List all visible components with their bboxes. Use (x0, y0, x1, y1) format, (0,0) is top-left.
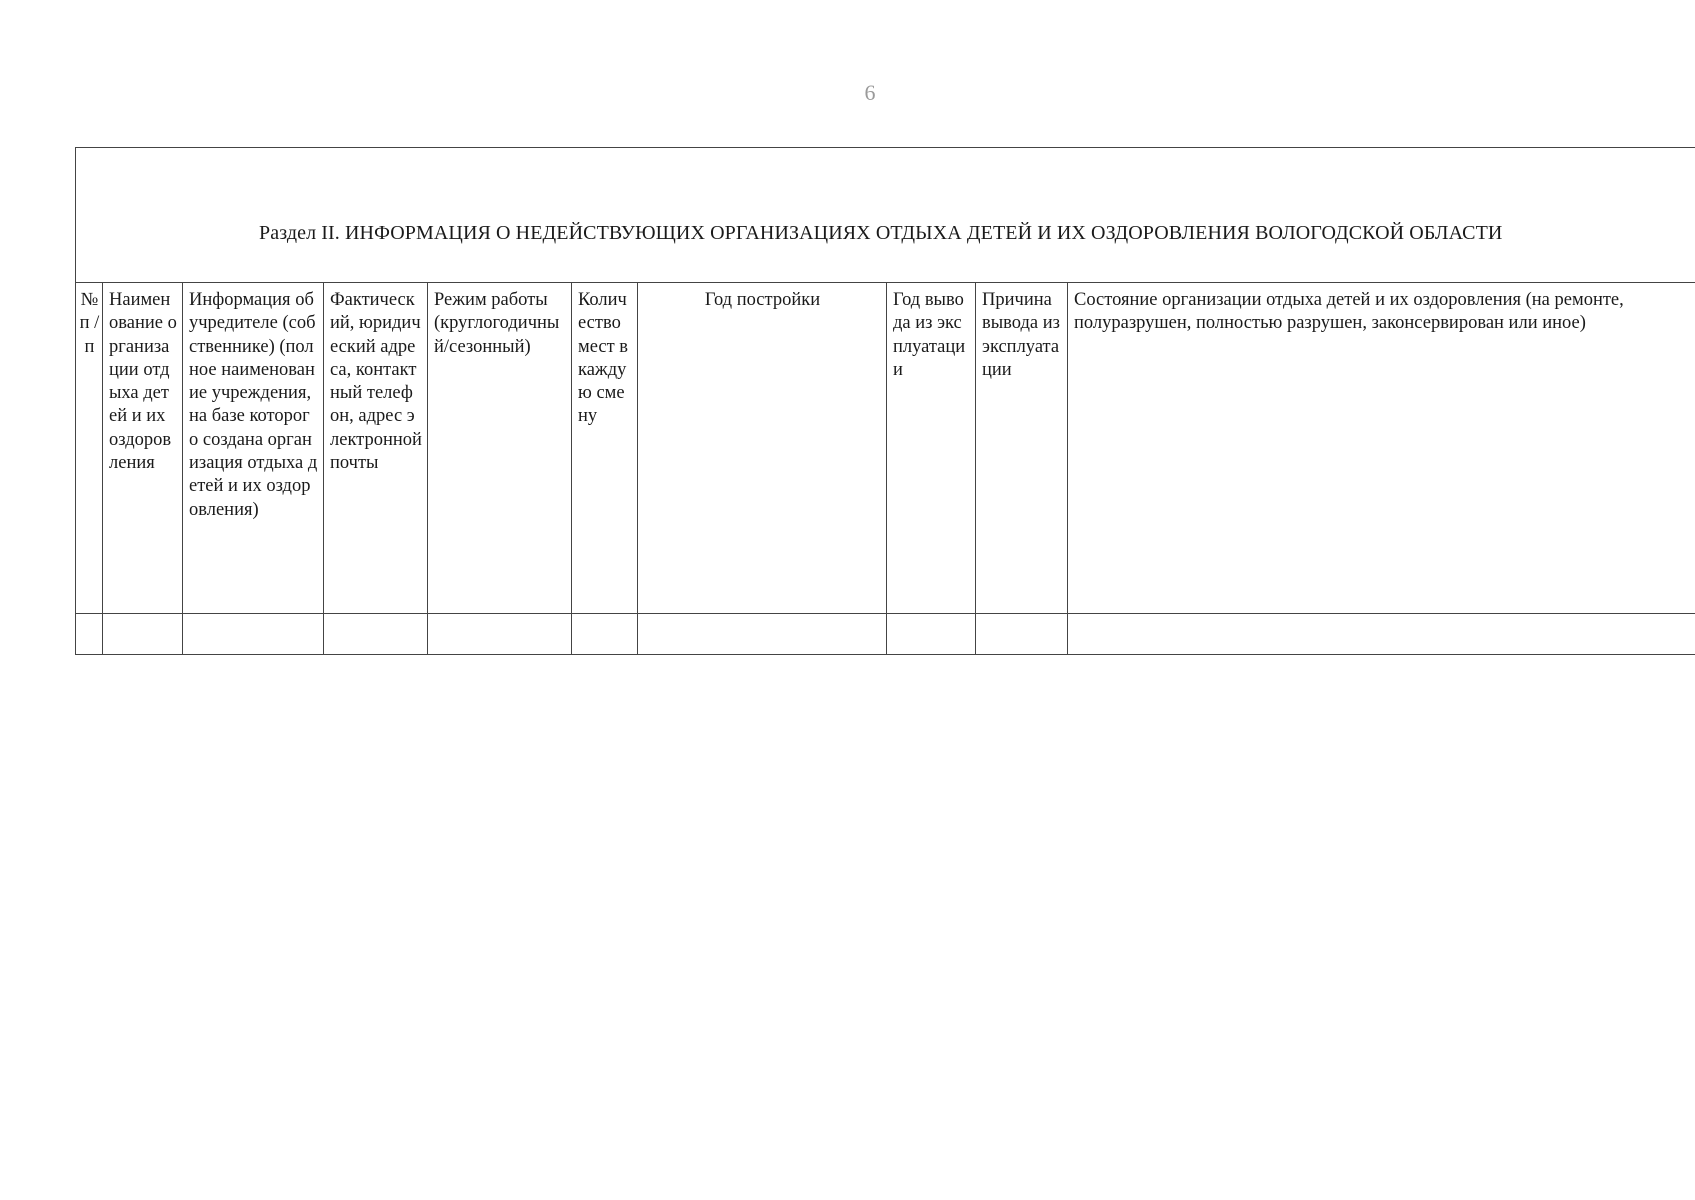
table-header-row (76, 283, 1695, 614)
section-title-cell (76, 148, 1695, 283)
table-cell[interactable] (638, 614, 887, 655)
page-number: 6 (864, 80, 876, 105)
header-cell-places-count: Количество мест в каждую смену (572, 283, 638, 614)
table-cell[interactable] (428, 614, 572, 655)
organizations-table (75, 147, 1695, 655)
header-cell-decommission-year: Год вывода из эксплуатации (887, 283, 976, 614)
header-cell-decommission-reason: Причина вывода из эксплуатации (976, 283, 1068, 614)
section-title: Раздел II. ИНФОРМАЦИЯ О НЕДЕЙСТВУЮЩИХ ОРГАНИЗАЦИЯХ ОТДЫХА ДЕТЕЙ И ИХ ОЗДОРОВЛЕНИЯ ВОЛОГОДСКОЙ ОБЛАСТИ (259, 222, 1503, 245)
header-cell-number: № п / п (76, 283, 103, 614)
table-row (76, 614, 1695, 655)
header-cell-state: Состояние организации отдыха детей и их оздоровления (на ремонте, полуразрушен, полностью разрушен, законсервирован или иное) (1068, 283, 1695, 614)
table-cell[interactable] (976, 614, 1068, 655)
header-cell-founder-info: Информация об учредителе (собственнике) (полное наименование учреждения, на базе которого создана организация отдыха детей и их оздоровления) (183, 283, 324, 614)
header-cell-organization-name: Наименование организации отдыха детей и их оздоровления (103, 283, 183, 614)
table-cell[interactable] (103, 614, 183, 655)
table-cell[interactable] (887, 614, 976, 655)
table-cell[interactable] (76, 614, 103, 655)
header-cell-work-mode: Режим работы (круглогодичный/сезонный) (428, 283, 572, 614)
table-cell[interactable] (324, 614, 428, 655)
table-cell[interactable] (183, 614, 324, 655)
section-title-row (76, 148, 1695, 283)
header-cell-addresses: Фактический, юридический адреса, контактный телефон, адрес электронной почты (324, 283, 428, 614)
header-cell-construction-year: Год постройки (638, 283, 887, 614)
table-cell[interactable] (1068, 614, 1695, 655)
table-cell[interactable] (572, 614, 638, 655)
